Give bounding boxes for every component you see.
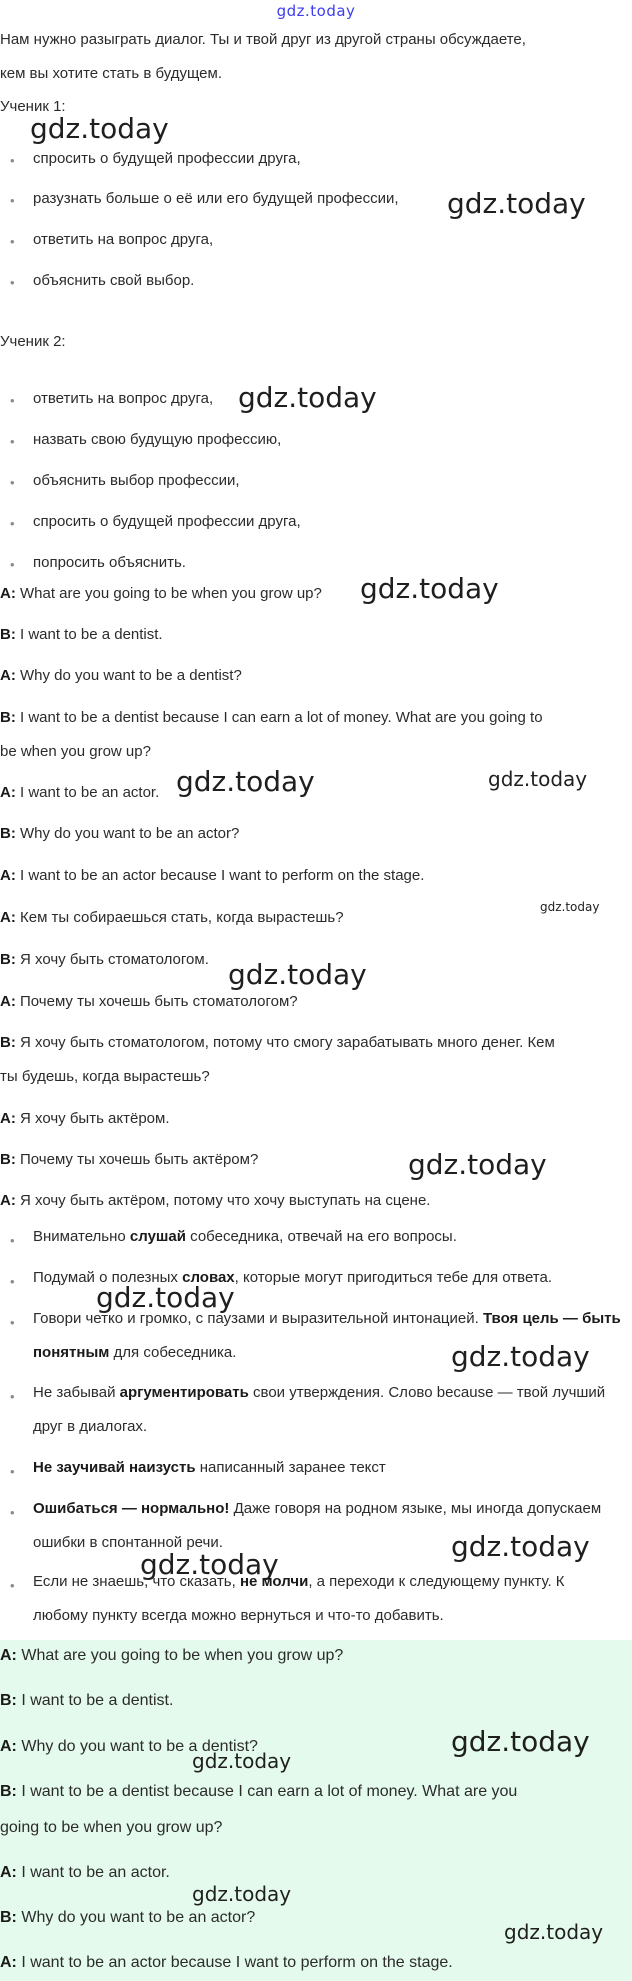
dialogue-text: I want to be an actor. — [15, 784, 160, 801]
list-item: объяснить выбор профессии, — [33, 472, 240, 489]
watermark: gdz.today — [96, 1281, 235, 1314]
speaker-label: A: — [0, 1647, 17, 1664]
speaker-label: B: — [0, 1034, 16, 1051]
watermark: gdz.today — [451, 1530, 590, 1563]
tip-item: Ошибаться — нормально! Даже говоря на родном языке, мы иногда допускаем ошибки в спонтанной речи. — [33, 1500, 602, 1551]
dialogue-text: Почему ты хочешь быть актёром? — [15, 1151, 259, 1168]
dialogue-text: Я хочу быть актёром. — [15, 1110, 170, 1127]
dialogue-line-continued: going to be when you grow up? — [0, 1819, 223, 1836]
bullet-icon: • — [10, 1233, 15, 1248]
dialogue-line — [0, 1647, 343, 1665]
speaker-label: A: — [0, 1192, 16, 1209]
dialogue-line-continued: be when you grow up? — [0, 743, 151, 760]
watermark: gdz.today — [488, 767, 588, 791]
watermark: gdz.today — [140, 1548, 279, 1581]
tip-item: Внимательно слушай собеседника, отвечай на его вопросы. — [33, 1228, 457, 1245]
task-intro-line-1: Нам нужно разыграть диалог. Ты и твой друг из другой страны обсуждаете, — [0, 31, 526, 48]
dialogue-line — [0, 1192, 430, 1209]
dialogue-line — [0, 1909, 255, 1927]
dialogue-line — [0, 1110, 170, 1127]
tip-item: Говори четко и громко, с паузами и выразительной интонацией. Твоя цель — быть понятным для собеседника. — [33, 1310, 621, 1361]
dialogue-text: Я хочу быть стоматологом. — [15, 951, 209, 968]
dialogue-line — [0, 825, 239, 842]
speaker-label: B: — [0, 1909, 17, 1926]
dialogue-text: Я хочу быть стоматологом, потому что смогу зарабатывать много денег. Кем — [15, 1034, 555, 1051]
dialogue-text: Why do you want to be a dentist? — [15, 667, 242, 684]
dialogue-text: Кем ты собираешься стать, когда вырастешь? — [15, 909, 344, 926]
speaker-label: B: — [0, 709, 16, 726]
list-item: спросить о будущей профессии друга, — [33, 513, 301, 530]
list-item: назвать свою будущую профессию, — [33, 431, 282, 448]
watermark: gdz.today — [447, 187, 586, 220]
speaker-label: A: — [0, 585, 16, 602]
watermark: gdz.today — [192, 1882, 292, 1906]
bullet-icon: • — [10, 193, 15, 208]
dialogue-line — [0, 1783, 517, 1801]
bullet-icon: • — [10, 275, 15, 290]
dialogue-line — [0, 993, 298, 1010]
dialogue-text: I want to be a dentist because I can earn a lot of money. What are you going to — [15, 709, 543, 726]
list-item: объяснить свой выбор. — [33, 272, 195, 289]
dialogue-line — [0, 951, 209, 968]
speaker-label: A: — [0, 1738, 17, 1755]
bullet-icon: • — [10, 1315, 15, 1330]
speaker-label: A: — [0, 667, 16, 684]
dialogue-text: Why do you want to be an actor? — [15, 825, 240, 842]
bullet-icon: • — [10, 557, 15, 572]
dialogue-line-continued: ты будешь, когда вырастешь? — [0, 1068, 210, 1085]
dialogue-text: Почему ты хочешь быть стоматологом? — [15, 993, 298, 1010]
tip-item: Если не знаешь, что сказать, не молчи, а переходи к следующему пункту. К любому пункту всегда можно вернуться и что-то добавить. — [33, 1573, 565, 1624]
watermark: gdz.today — [228, 958, 367, 991]
dialogue-line — [0, 626, 163, 643]
bullet-icon: • — [10, 393, 15, 408]
bullet-icon: • — [10, 475, 15, 490]
watermark: gdz.today — [504, 1920, 604, 1944]
list-item: ответить на вопрос друга, — [33, 390, 214, 407]
list-item: ответить на вопрос друга, — [33, 231, 214, 248]
list-item: разузнать больше о её или его будущей профессии, — [33, 190, 399, 207]
dialogue-text: What are you going to be when you grow up? — [15, 585, 322, 602]
dialogue-line — [0, 909, 344, 926]
bullet-icon: • — [10, 1464, 15, 1479]
speaker-label: A: — [0, 1864, 17, 1881]
watermark: gdz.today — [192, 1749, 292, 1773]
dialogue-text: I want to be a dentist. — [16, 1692, 174, 1709]
speaker-label: B: — [0, 626, 16, 643]
watermark: gdz.today — [451, 1340, 590, 1373]
dialogue-text: Why do you want to be a dentist? — [16, 1738, 258, 1755]
speaker-label: A: — [0, 784, 16, 801]
dialogue-line — [0, 1954, 453, 1972]
student-1-label: Ученик 1: — [0, 98, 66, 115]
watermark: gdz.today — [451, 1725, 590, 1758]
speaker-label: B: — [0, 1692, 17, 1709]
tip-item: Не заучивай наизусть написанный заранее текст — [33, 1459, 386, 1476]
watermark: gdz.today — [30, 112, 169, 145]
dialogue-text: Why do you want to be an actor? — [16, 1909, 256, 1926]
watermark: gdz.today — [238, 381, 377, 414]
dialogue-text: I want to be a dentist. — [15, 626, 163, 643]
speaker-label: B: — [0, 1151, 16, 1168]
speaker-label: A: — [0, 867, 16, 884]
speaker-label: A: — [0, 1110, 16, 1127]
speaker-label: A: — [0, 909, 16, 926]
dialogue-line — [0, 784, 159, 801]
speaker-label: A: — [0, 1954, 17, 1971]
speaker-label: A: — [0, 993, 16, 1010]
dialogue-line — [0, 585, 322, 602]
speaker-label: B: — [0, 951, 16, 968]
dialogue-text: I want to be an actor because I want to perform on the stage. — [15, 867, 425, 884]
dialogue-line — [0, 1151, 258, 1168]
list-item: попросить объяснить. — [33, 554, 186, 571]
bullet-icon: • — [10, 153, 15, 168]
dialogue-text: What are you going to be when you grow up? — [16, 1647, 344, 1664]
dialogue-text: I want to be an actor. — [16, 1864, 170, 1881]
bullet-icon: • — [10, 1505, 15, 1520]
task-intro-line-2: кем вы хотите стать в будущем. — [0, 65, 222, 82]
watermark: gdz.today — [176, 765, 315, 798]
tip-item: Не забывай аргументировать свои утверждения. Слово because — твой лучший друг в диалогах. — [33, 1384, 606, 1435]
dialogue-text: Я хочу быть актёром, потому что хочу выступать на сцене. — [15, 1192, 431, 1209]
dialogue-line — [0, 1692, 173, 1710]
bullet-icon: • — [10, 234, 15, 249]
bullet-icon: • — [10, 1578, 15, 1593]
site-logo[interactable]: gdz.today — [276, 2, 356, 20]
dialogue-line — [0, 709, 543, 726]
speaker-label: B: — [0, 825, 16, 842]
watermark: gdz.today — [360, 572, 499, 605]
dialogue-line — [0, 667, 242, 684]
bullet-icon: • — [10, 516, 15, 531]
list-item: спросить о будущей профессии друга, — [33, 150, 301, 167]
dialogue-line — [0, 867, 424, 884]
bullet-icon: • — [10, 1274, 15, 1289]
dialogue-text: I want to be a dentist because I can earn a lot of money. What are you — [16, 1783, 518, 1800]
bullet-icon: • — [10, 434, 15, 449]
tip-item: Подумай о полезных словах, которые могут пригодиться тебе для ответа. — [33, 1269, 553, 1286]
dialogue-line — [0, 1864, 170, 1882]
student-2-label: Ученик 2: — [0, 333, 66, 350]
dialogue-text: I want to be an actor because I want to perform on the stage. — [16, 1954, 453, 1971]
watermark: gdz.today — [540, 900, 600, 914]
dialogue-line — [0, 1034, 555, 1051]
watermark: gdz.today — [408, 1148, 547, 1181]
speaker-label: B: — [0, 1783, 17, 1800]
bullet-icon: • — [10, 1389, 15, 1404]
